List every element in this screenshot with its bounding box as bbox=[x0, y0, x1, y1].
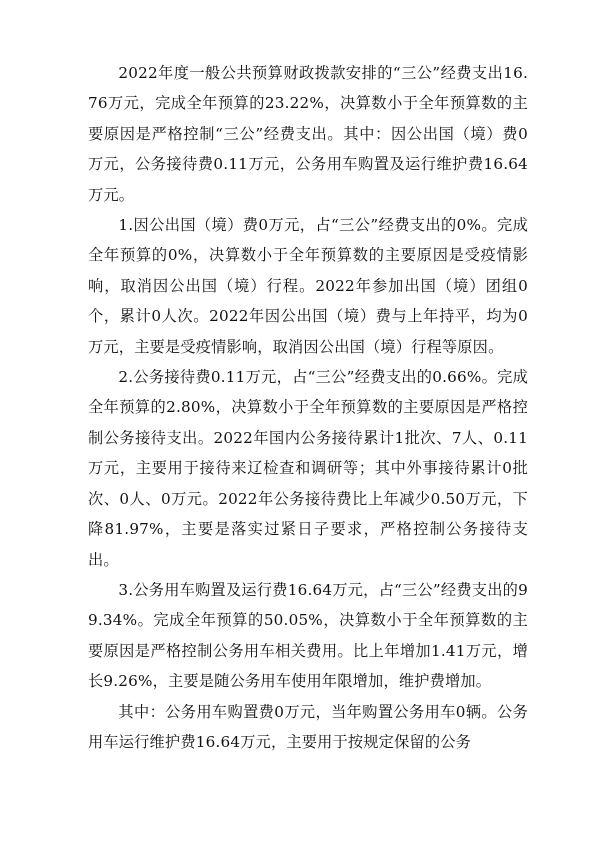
paragraph-official-vehicles: 3.公务用车购置及运行费16.64万元，占“三公”经费支出的99.34%。完成全年预算的50.05%，决算数小于全年预算数的主要原因是严格控制公务用车相关费用。比上年增加1.41万元，增长9.26%，主要是随公务用车使用年限增加，维护费增加。 bbox=[88, 580, 528, 691]
paragraph-overseas-travel: 1.因公出国（境）费0万元，占“三公”经费支出的0%。完成全年预算的0%，决算数小于全年预算数的主要原因是受疫情影响，取消因公出国（境）行程。2022年参加出国（境）团组0个，累计0人次。2022年因公出国（境）费与上年持平，均为0万元，主要是受疫情影响，取消因公出国（境）行程等原因。 bbox=[88, 216, 528, 356]
paragraph-official-reception: 2.公务接待费0.11万元，占“三公”经费支出的0.66%。完成全年预算的2.80%，决算数小于全年预算数的主要原因是严格控制公务接待支出。2022年国内公务接待累计1批次、7人、0.11万元，主要用于接待来辽检查和调研等；其中外事接待累计0批次、0人、0万元。2022年公务接待费比上年减少0.50万元，下降81.97%，主要是落实过紧日子要求，严格控制公务接待支出。 bbox=[88, 368, 528, 569]
document-page bbox=[88, 58, 528, 757]
paragraph-vehicle-details: 其中：公务用车购置费0万元，当年购置公务用车0辆。公务用车运行维护费16.64万元，主要用于按规定保留的公务 bbox=[88, 702, 528, 751]
paragraph-summary: 2022年度一般公共预算财政拨款安排的“三公”经费支出16.76万元，完成全年预算的23.22%，决算数小于全年预算数的主要原因是严格控制“三公”经费支出。其中：因公出国（境）费0万元，公务接待费0.11万元，公务用车购置及运行维护费16.64万元。 bbox=[88, 64, 528, 204]
